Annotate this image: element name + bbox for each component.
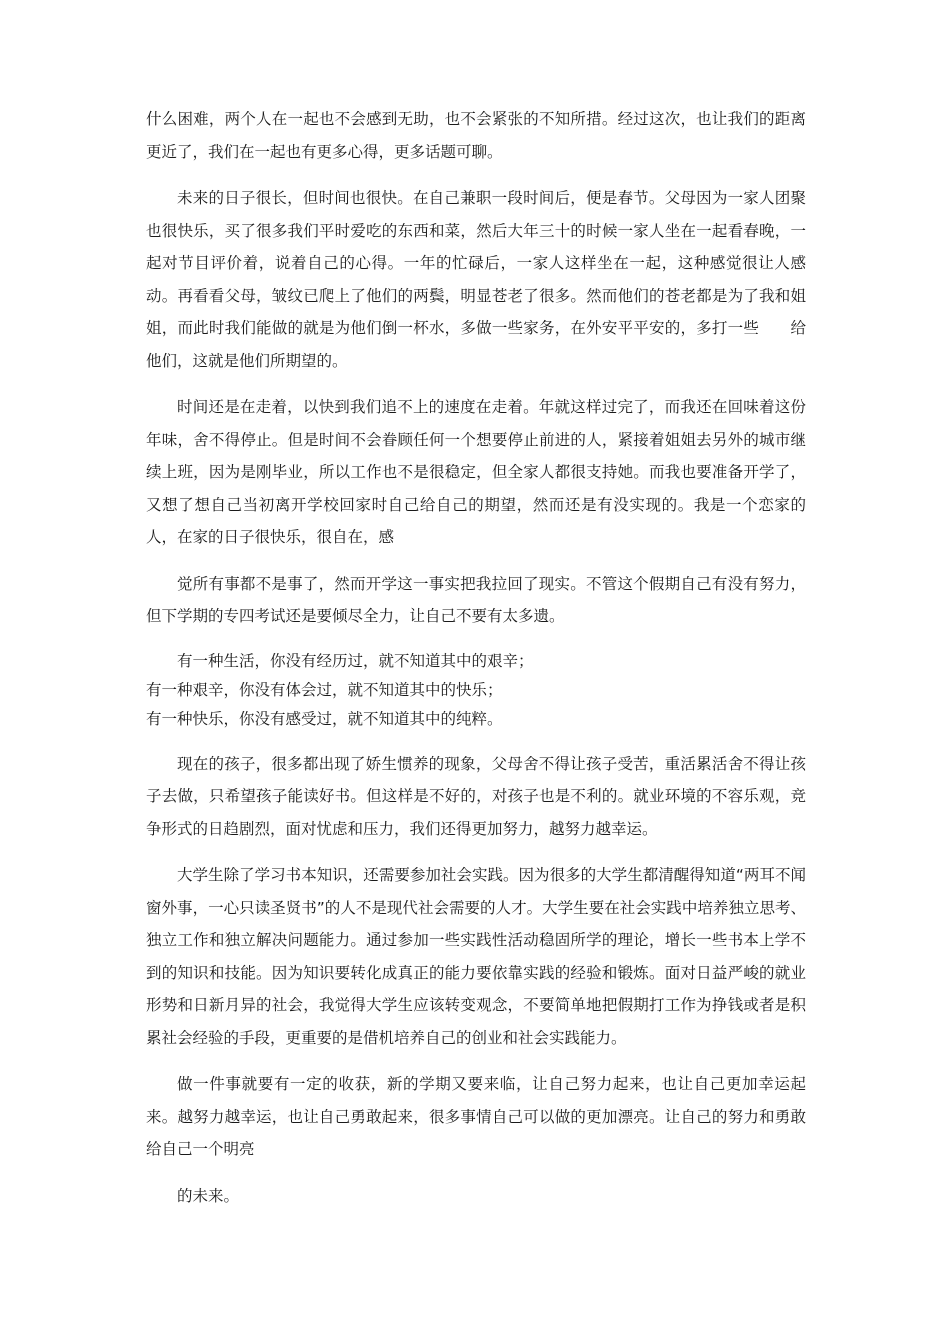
paragraph-3: 时间还是在走着，以快到我们追不上的速度在走着。年就这样过完了，而我还在回味着这份年味，舍不得停止。但是时间不会眷顾任何一个想要停止前进的人，紧接着姐姐去另外的城市继续上班，因为是刚毕业，所以工作也不是很稳定，但全家人都很支持她。而我也要准备开学了，又想了想自己当初离开学校回家时自己给自己的期望，然而还是有没实现的。我是一个恋家的人，在家的日子很快乐，很自在，感 <box>146 398 806 546</box>
paragraph-8: 的未来。 <box>177 1186 240 1205</box>
paragraph-5: 现在的孩子，很多都出现了娇生惯养的现象，父母舍不得让孩子受苦，重活累活舍不得让孩子去做，只希望孩子能读好书。但这样是不好的，对孩子也是不利的。就业环境的不容乐观，竞争形式的日趋剧烈，面对忧虑和压力，我们还得更加努力，越努力越幸运。 <box>146 754 806 838</box>
poem-line-2: 有一种艰辛，你没有体会过，就不知道其中的快乐； <box>146 680 503 699</box>
paragraph-7: 做一件事就要有一定的收获，新的学期又要来临，让自己努力起来，也让自己更加幸运起来。越努力越幸运，也让自己勇敢起来，很多事情自己可以做的更加漂亮。让自己的努力和勇敢给自己一个明亮 <box>146 1075 806 1158</box>
poem-line-3: 有一种快乐，你没有感受过，就不知道其中的纯粹。 <box>146 709 503 728</box>
document-body <box>146 103 806 1226</box>
paragraph-2: 未来的日子很长，但时间也很快。在自己兼职一段时间后，便是春节。父母因为一家人团聚也很快乐，买了很多我们平时爱吃的东西和菜，然后大年三十的时候一家人坐在一起看春晚，一起对节目评价着，说着自己的心得。一年的忙碌后，一家人这样坐在一起，这种感觉很让人感动。再看看父母，皱纹已爬上了他们的两鬓，明显苍老了很多。然而他们的苍老都是为了我和姐姐，而此时我们能做的就是为他们倒一杯水，多做一些家务，在外安平平安的，多打一些 给他们，这就是他们所期望的。 <box>146 189 806 370</box>
paragraph-1: 什么困难，两个人在一起也不会感到无助，也不会紧张的不知所措。经过这次，也让我们的距离更近了，我们在一起也有更多心得，更多话题可聊。 <box>146 110 806 161</box>
poem-line-1: 有一种生活，你没有经历过，就不知道其中的艰辛； <box>177 651 534 670</box>
poem-block <box>146 647 806 734</box>
paragraph-4: 觉所有事都不是事了，然而开学这一事实把我拉回了现实。不管这个假期自己有没有努力，但下学期的专四考试还是要倾尽全力，让自己不要有太多遗。 <box>146 574 806 625</box>
paragraph-6: 大学生除了学习书本知识，还需要参加社会实践。因为很多的大学生都清醒得知道“两耳不闻窗外事，一心只读圣贤书”的人不是现代社会需要的人才。大学生要在社会实践中培养独立思考、独立工作和独立解决问题能力。通过参加一些实践性活动稳固所学的理论，增长一些书本上学不到的知识和技能。因为知识要转化成真正的能力要依靠实践的经验和锻炼。面对日益严峻的就业形势和日新月异的社会，我觉得大学生应该转变观念，不要简单地把假期打工作为挣钱或者是积累社会经验的手段，更重要的是借机培养自己的创业和社会实践能力。 <box>146 866 806 1047</box>
